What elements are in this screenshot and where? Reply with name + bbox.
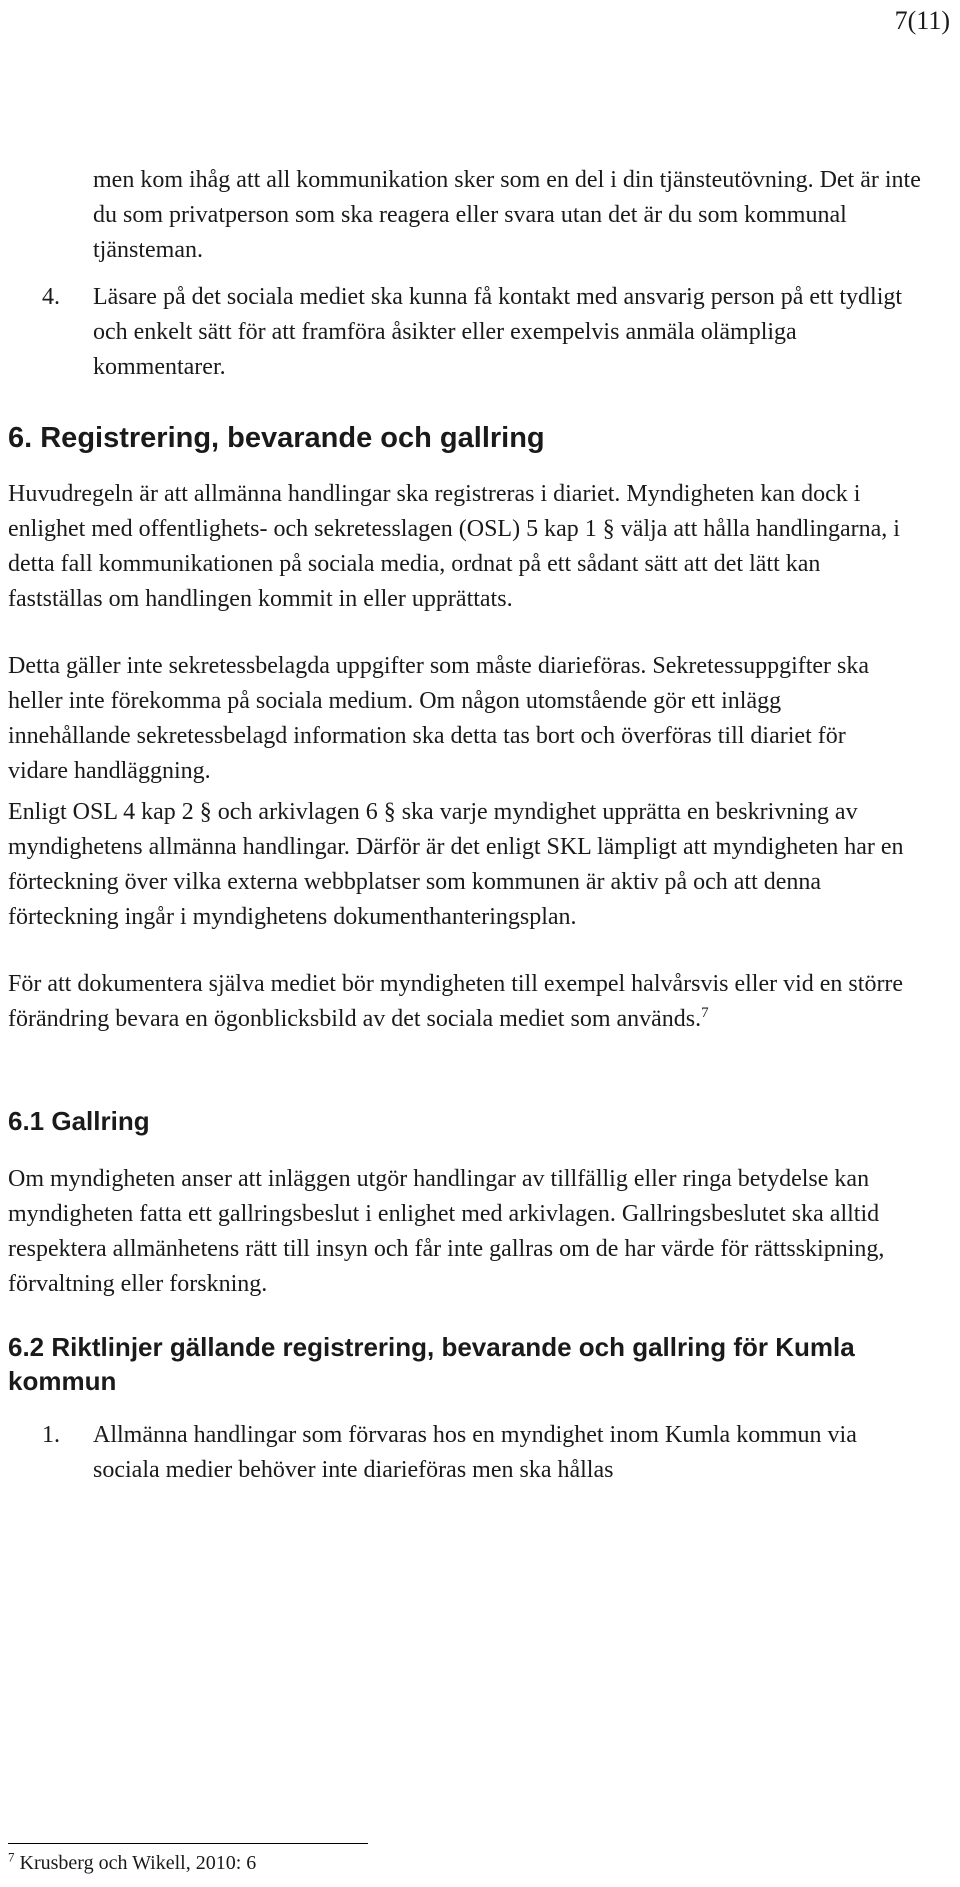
paragraph <box>8 967 908 1037</box>
list-item-text: Allmänna handlingar som förvaras hos en myndighet inom Kumla kommun via sociala medier behöver inte diarieföras men ska hållas <box>93 1422 857 1483</box>
list-item-number: 4. <box>42 284 60 310</box>
page-number: 7(11) <box>894 6 950 35</box>
list-item-text: Läsare på det sociala mediet ska kunna få kontakt med ansvarig person på ett tydligt och enkelt sätt för att framföra åsikter eller exempelvis anmäla olämpliga kommentarer. <box>93 284 903 380</box>
subsection-heading: 6.2 Riktlinjer gällande registrering, bevarande och gallring för Kumla kommun <box>8 1332 855 1396</box>
paragraph: Detta gäller inte sekretessbelagda uppgifter som måste diarieföras. Sekretessuppgifter ska heller inte förekomma på sociala medium. Om någon utomstående gör ett inlägg innehållande sekretessbelagd information ska detta tas bort och överföras till diariet för vidare handläggning. <box>8 653 870 784</box>
paragraph-text: För att dokumentera själva mediet bör myndigheten till exempel halvårsvis eller vid en större förändring bevara en ögonblicksbild av det sociala mediet som används. <box>8 971 904 1032</box>
footnote <box>8 1851 256 1875</box>
paragraph: Enligt OSL 4 kap 2 § och arkivlagen 6 § ska varje myndighet upprätta en beskrivning av myndighetens allmänna handlingar. Därför är det enligt SKL lämpligt att myndigheten har en förteckning över vilka externa webbplatser som kommunen är aktiv på och att denna förteckning ingår i myndighetens dokumenthanteringsplan. <box>8 799 904 930</box>
paragraph: Om myndigheten anser att inläggen utgör handlingar av tillfällig eller ringa betydelse kan myndigheten fatta ett gallringsbeslut i enlighet med arkivlagen. Gallringsbeslutet ska alltid respektera allmänhetens rätt till insyn och får inte gallras om de har värde för rättsskipning, förvaltning eller forskning. <box>8 1166 885 1297</box>
intro-continuation: men kom ihåg att all kommunikation sker som en del i din tjänsteutövning. Det är inte du som privatperson som ska reagera eller svara utan det är du som kommunal tjänsteman. <box>93 167 921 263</box>
subsection-heading: 6.1 Gallring <box>8 1106 150 1136</box>
footnote-reference: 7 <box>701 1005 709 1021</box>
footnote-divider <box>8 1843 368 1844</box>
section-heading: 6. Registrering, bevarande och gallring <box>8 422 545 454</box>
footnote-number: 7 <box>8 1849 15 1865</box>
paragraph: Huvudregeln är att allmänna handlingar ska registreras i diariet. Myndigheten kan dock i enlighet med offentlighets- och sekretesslagen (OSL) 5 kap 1 § välja att hålla handlingarna, i detta fall kommunikationen på sociala media, ordnat på ett sådant sätt att det lätt kan fastställas om handlingen kommit in eller upprättats. <box>8 481 900 612</box>
footnote-text: Krusberg och Wikell, 2010: 6 <box>19 1852 257 1874</box>
list-item-number: 1. <box>42 1422 60 1448</box>
